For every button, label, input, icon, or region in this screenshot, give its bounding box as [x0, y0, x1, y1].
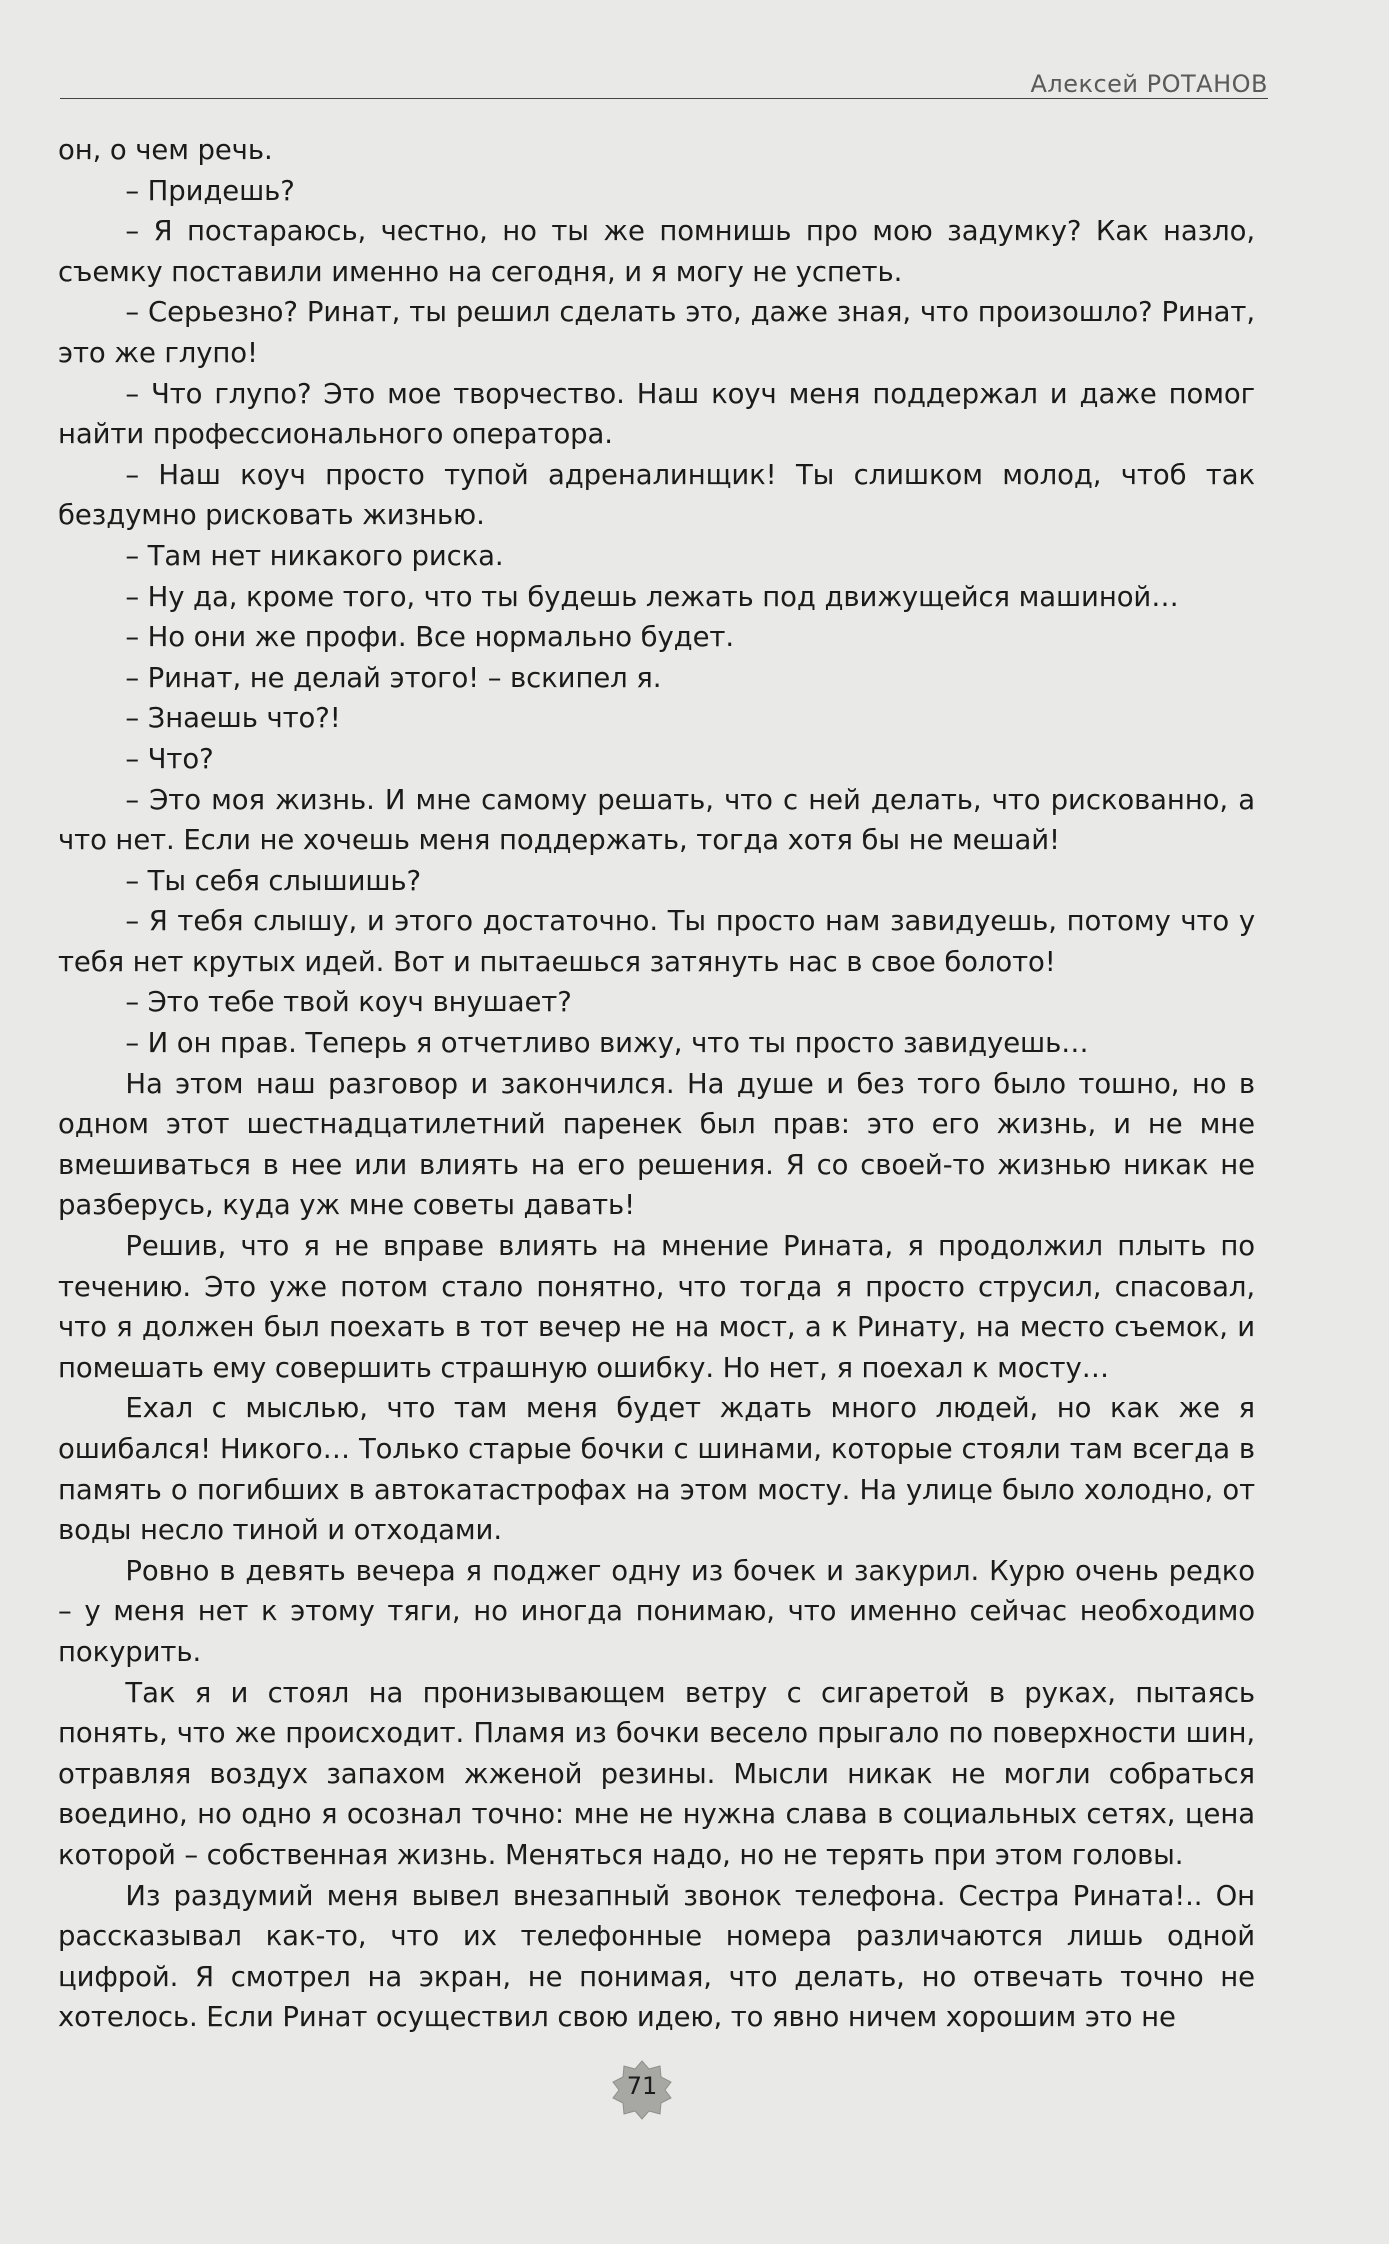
paragraph: – И он прав. Теперь я отчетливо вижу, что ты просто завидуешь… — [125, 1027, 1089, 1060]
paragraph: – Ну да, кроме того, что ты будешь лежать под движущейся машиной… — [125, 580, 1179, 613]
paragraph: – Наш коуч просто тупой адреналинщик! Ты слишком молод, чтоб так бездумно рисковать жизнью. — [58, 458, 1255, 532]
paragraph: он, о чем речь. — [58, 134, 273, 166]
paragraph: – Ринат, не делай этого! – вскипел я. — [125, 661, 662, 694]
page-number: 71 — [626, 2072, 658, 2100]
paragraph: – Придешь? — [125, 174, 295, 207]
header-author: Алексей РОТАНОВ — [1030, 70, 1268, 98]
paragraph: – Это моя жизнь. И мне самому решать, что с ней делать, что рискованно, а что нет. Если не хочешь меня поддержать, тогда хотя бы не мешай! — [58, 783, 1255, 857]
paragraph: Ехал с мыслью, что там меня будет ждать много людей, но как же я ошибался! Никого… Только старые бочки с шинами, которые стояли там всегда в память о погибших в автокатастрофах на этом мосту. На улице было холодно, от воды несло тиной и отходами. — [58, 1392, 1255, 1547]
paragraph: – Что глупо? Это мое творчество. Наш коуч меня поддержал и даже помог найти профессионального оператора. — [58, 377, 1255, 451]
paragraph: – Что? — [125, 742, 214, 775]
page-body — [58, 130, 1255, 2038]
paragraph: Так я и стоял на пронизывающем ветру с сигаретой в руках, пытаясь понять, что же происходит. Пламя из бочки весело прыгало по поверхности шин, отравляя воздух запахом жженой резины. Мысли никак не могли собраться воедино, но одно я осознал точно: мне не нужна слава в социальных сетях, цена которой – собственная жизнь. Меняться надо, но не терять при этом головы. — [58, 1676, 1255, 1871]
paragraph: – Там нет никакого риска. — [125, 539, 504, 572]
paragraph: – Я постараюсь, честно, но ты же помнишь про мою задумку? Как назло, съемку поставили именно на сегодня, и я могу не успеть. — [58, 215, 1255, 288]
paragraph: – Но они же профи. Все нормально будет. — [125, 621, 734, 654]
paragraph: – Серьезно? Ринат, ты решил сделать это, даже зная, что произошло? Ринат, это же глупо! — [58, 296, 1255, 369]
paragraph: – Это тебе твой коуч внушает? — [125, 986, 572, 1019]
paragraph: Решив, что я не вправе влиять на мнение Рината, я продолжил плыть по течению. Это уже потом стало понятно, что тогда я просто струсил, спасовал, что я должен был поехать в тот вечер не на мост, а к Ринату, на место съемок, и помешать ему совершить страшную ошибку. Но нет, я поехал к мосту… — [58, 1230, 1255, 1384]
paragraph: – Знаешь что?! — [125, 702, 341, 735]
running-header — [60, 62, 1268, 102]
page-footer — [0, 2058, 1389, 2128]
paragraph: – Ты себя слышишь? — [125, 864, 422, 897]
header-rule — [60, 98, 1268, 99]
paragraph: На этом наш разговор и закончился. На душе и без того было тошно, но в одном этот шестнадцатилетний паренек был прав: это его жизнь, и не мне вмешиваться в нее или влиять на его решения. Я со своей-то жизнью никак не разберусь, куда уж мне советы давать! — [58, 1067, 1255, 1222]
paragraph: Ровно в девять вечера я поджег одну из бочек и закурил. Курю очень редко – у меня нет к этому тяги, но иногда понимаю, что именно сейчас необходимо покурить. — [58, 1554, 1255, 1668]
paragraph: Из раздумий меня вывел внезапный звонок телефона. Сестра Рината!.. Он рассказывал как-то, что их телефонные номера различаются лишь одной цифрой. Я смотрел на экран, не понимая, что делать, но отвечать точно не хотелось. Если Ринат осуществил свою идею, то явно ничем хорошим это не — [58, 1879, 1255, 2034]
paragraph: – Я тебя слышу, и этого достаточно. Ты просто нам завидуешь, потому что у тебя нет крутых идей. Вот и пытаешься затянуть нас в свое болото! — [58, 905, 1255, 978]
